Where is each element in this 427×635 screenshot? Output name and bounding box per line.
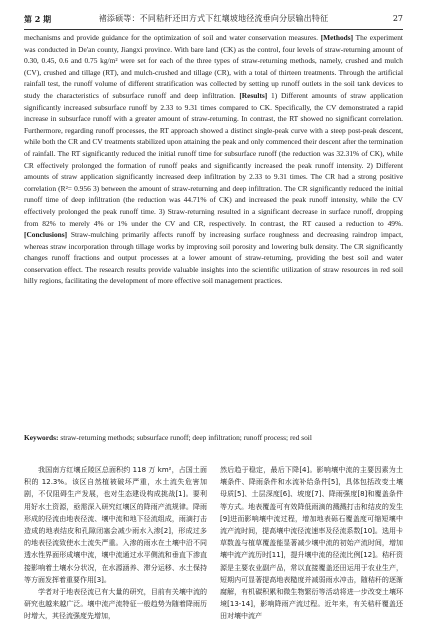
conclusions-tag: [Conclusions] (24, 230, 68, 240)
body-paragraph: 我国南方红壤丘陵区总面积约 118 万 km²，占国土面积的 12.3%。该区自然植被破坏严重，水土流失危害加剧，不仅阻碍生产发展，也对生态建设构成挑战[1]。要利用好水土资源，亟需深入研究红壤区的降雨产流规律。降雨形成的径流由地表径流、壤中流和地下径流组成，雨滴打击造成的地表结皮和孔隙闭塞会减少雨水入渗[2]，形成过多的地表径流致使水土流失严重。入渗的雨水在土壤中沿不同透水性界面形成壤中流，壤中流通过水平侧流和垂直下渗直接影响着土壤水分状况，在水源涵养、滞分运移、水土保持等方面发挥着重要作用[3]。 (24, 466, 207, 584)
body-paragraph: 学者对于地表径流已有大量的研究，目前有关壤中流的研究也越来越广泛。壤中流产流特征一般趋势为随着降雨历时增大，其径流强度先增加， (24, 588, 207, 621)
issue-number: 第 2 期 (24, 14, 52, 24)
keywords-label: Keywords: (24, 433, 59, 442)
left-column (24, 464, 207, 635)
body-columns (24, 464, 403, 635)
body-paragraph: 然后趋于稳定，最后下降[4]。影响壤中流的主要因素为土壤条件、降雨条件和水流补给条件[5]，具体包括改变土壤母质[5]、土层深度[6]、坡度[7]、降雨强度[8]和覆盖条件等方式。地表覆盖可有效降低雨滴的溅溅打击和结皮的发生[9]进而影响壤中流过程，增加地表砾石覆盖度可缩短壤中流产流时间，提高壤中流径流速率及径流系数[10]。选用卡草数盖与植草覆盖能显著减少壤中流的初始产流时间，增加壤中流产流历时[11]，提升壤中流的径流比例[12]。秸秆资源是主要农业副产品，常以直接覆盖还田运用于农业生产，短期内可显著提高地表糙度并减弱雨水冲击，随秸秆的逐渐腐解，有机碳积累和微生物繁衍等活动将进一步改变土壤环境[13-14]，影响降雨产流过程。近年来，有关秸秆覆盖还田对壤中流产 (220, 466, 403, 621)
results-text: 1) Different amounts of straw application significantly increased subsurface runoff by 2.33 to 9.31 times compared to CK. Specifically, the CV demonstrated a rapid increase in subsurface runoff with a greater amount of straw-returning. In contrast, the RT showed no significant correlation. Furthermore, regarding runoff processes, the RT approach showed a distinct single-peak curve with a steep post-peak descent, while both the CR and CV treatments stabilized upon attaining the peak and only commenced their descent after the termination of rainfall. The RT significantly reduced the initial runoff time for subsurface runoff (the reduction was 32.31% of CK), while CR effectively prolonged the formation of runoff peaks and significantly increased the peak runoff intensity. 2) Different amounts of straw application significantly increased deep infiltration by 2.33 to 9.31 times. The CR had a strong positive correlation (R²= 0.956 3) between the amount of straw-returning and deep infiltration. The CR significantly reduced the initial runoff time of deep infiltration (the reduction was 44.71% of CK) and increased the peak runoff intensity, while the CV effectively prolonged the peak runoff time. 3) Straw-returning resulted in a significant decrease in surface runoff, dropping from 82% to merely 4% or 1% under the CV and CR, respectively. In contrast, the RT caused a reduction to 49%. (24, 90, 403, 228)
methods-tag: [Methods] (320, 33, 354, 42)
methods-text: The experiment was conducted in De'an county, Jiangxi province. With bare land (CK) as the control, four levels of straw-returning amount of 0.30, 0.45, 0.6 and 0.75 kg/m² were set for each of the three types of straw-returning methods, namely, crushed and mulch (CV), crushed and tillage (RT), and mulch-crushed and tillage (CR), with a total of thirteen treatments. Through the artificial rainfall test, the runoff volume of different stratification was collected by setting up runoff outlets in the soil tank devices to study the characteristics of subsurface runoff and deep infiltration. (24, 33, 403, 100)
running-header (24, 13, 403, 27)
keywords-text: straw-returning methods; subsurface runoff; deep infiltration; runoff process; red soil (60, 433, 312, 442)
page-number: 27 (392, 14, 403, 23)
conclusions-text: Straw-mulching primarily affects runoff by increasing surface roughness and decreasing raindrop impact, whereas straw incorporation through tillage works by improving soil porosity and lowering bulk density. The CR significantly changes runoff fractions and output processes at a lower amount of straw-returning, providing the best soil and water conservation effect. The research results provide valuable insights into the scientific utilization of straw resources in red soil hilly regions, facilitating the development of more effective soil management practices. (24, 230, 403, 286)
english-abstract (24, 32, 403, 422)
keywords (24, 432, 403, 443)
abstract-paragraph (24, 32, 403, 287)
running-title: 褚添硕等：不同秸秆还田方式下红壤坡地径流垂向分层输出特征 (98, 14, 329, 23)
abstract-opening: mechanisms and provide guidance for the optimization of soil and water conservation measures. (24, 33, 319, 42)
right-column (220, 464, 403, 635)
header-rule (24, 29, 403, 30)
results-tag: [Results] (239, 90, 268, 100)
